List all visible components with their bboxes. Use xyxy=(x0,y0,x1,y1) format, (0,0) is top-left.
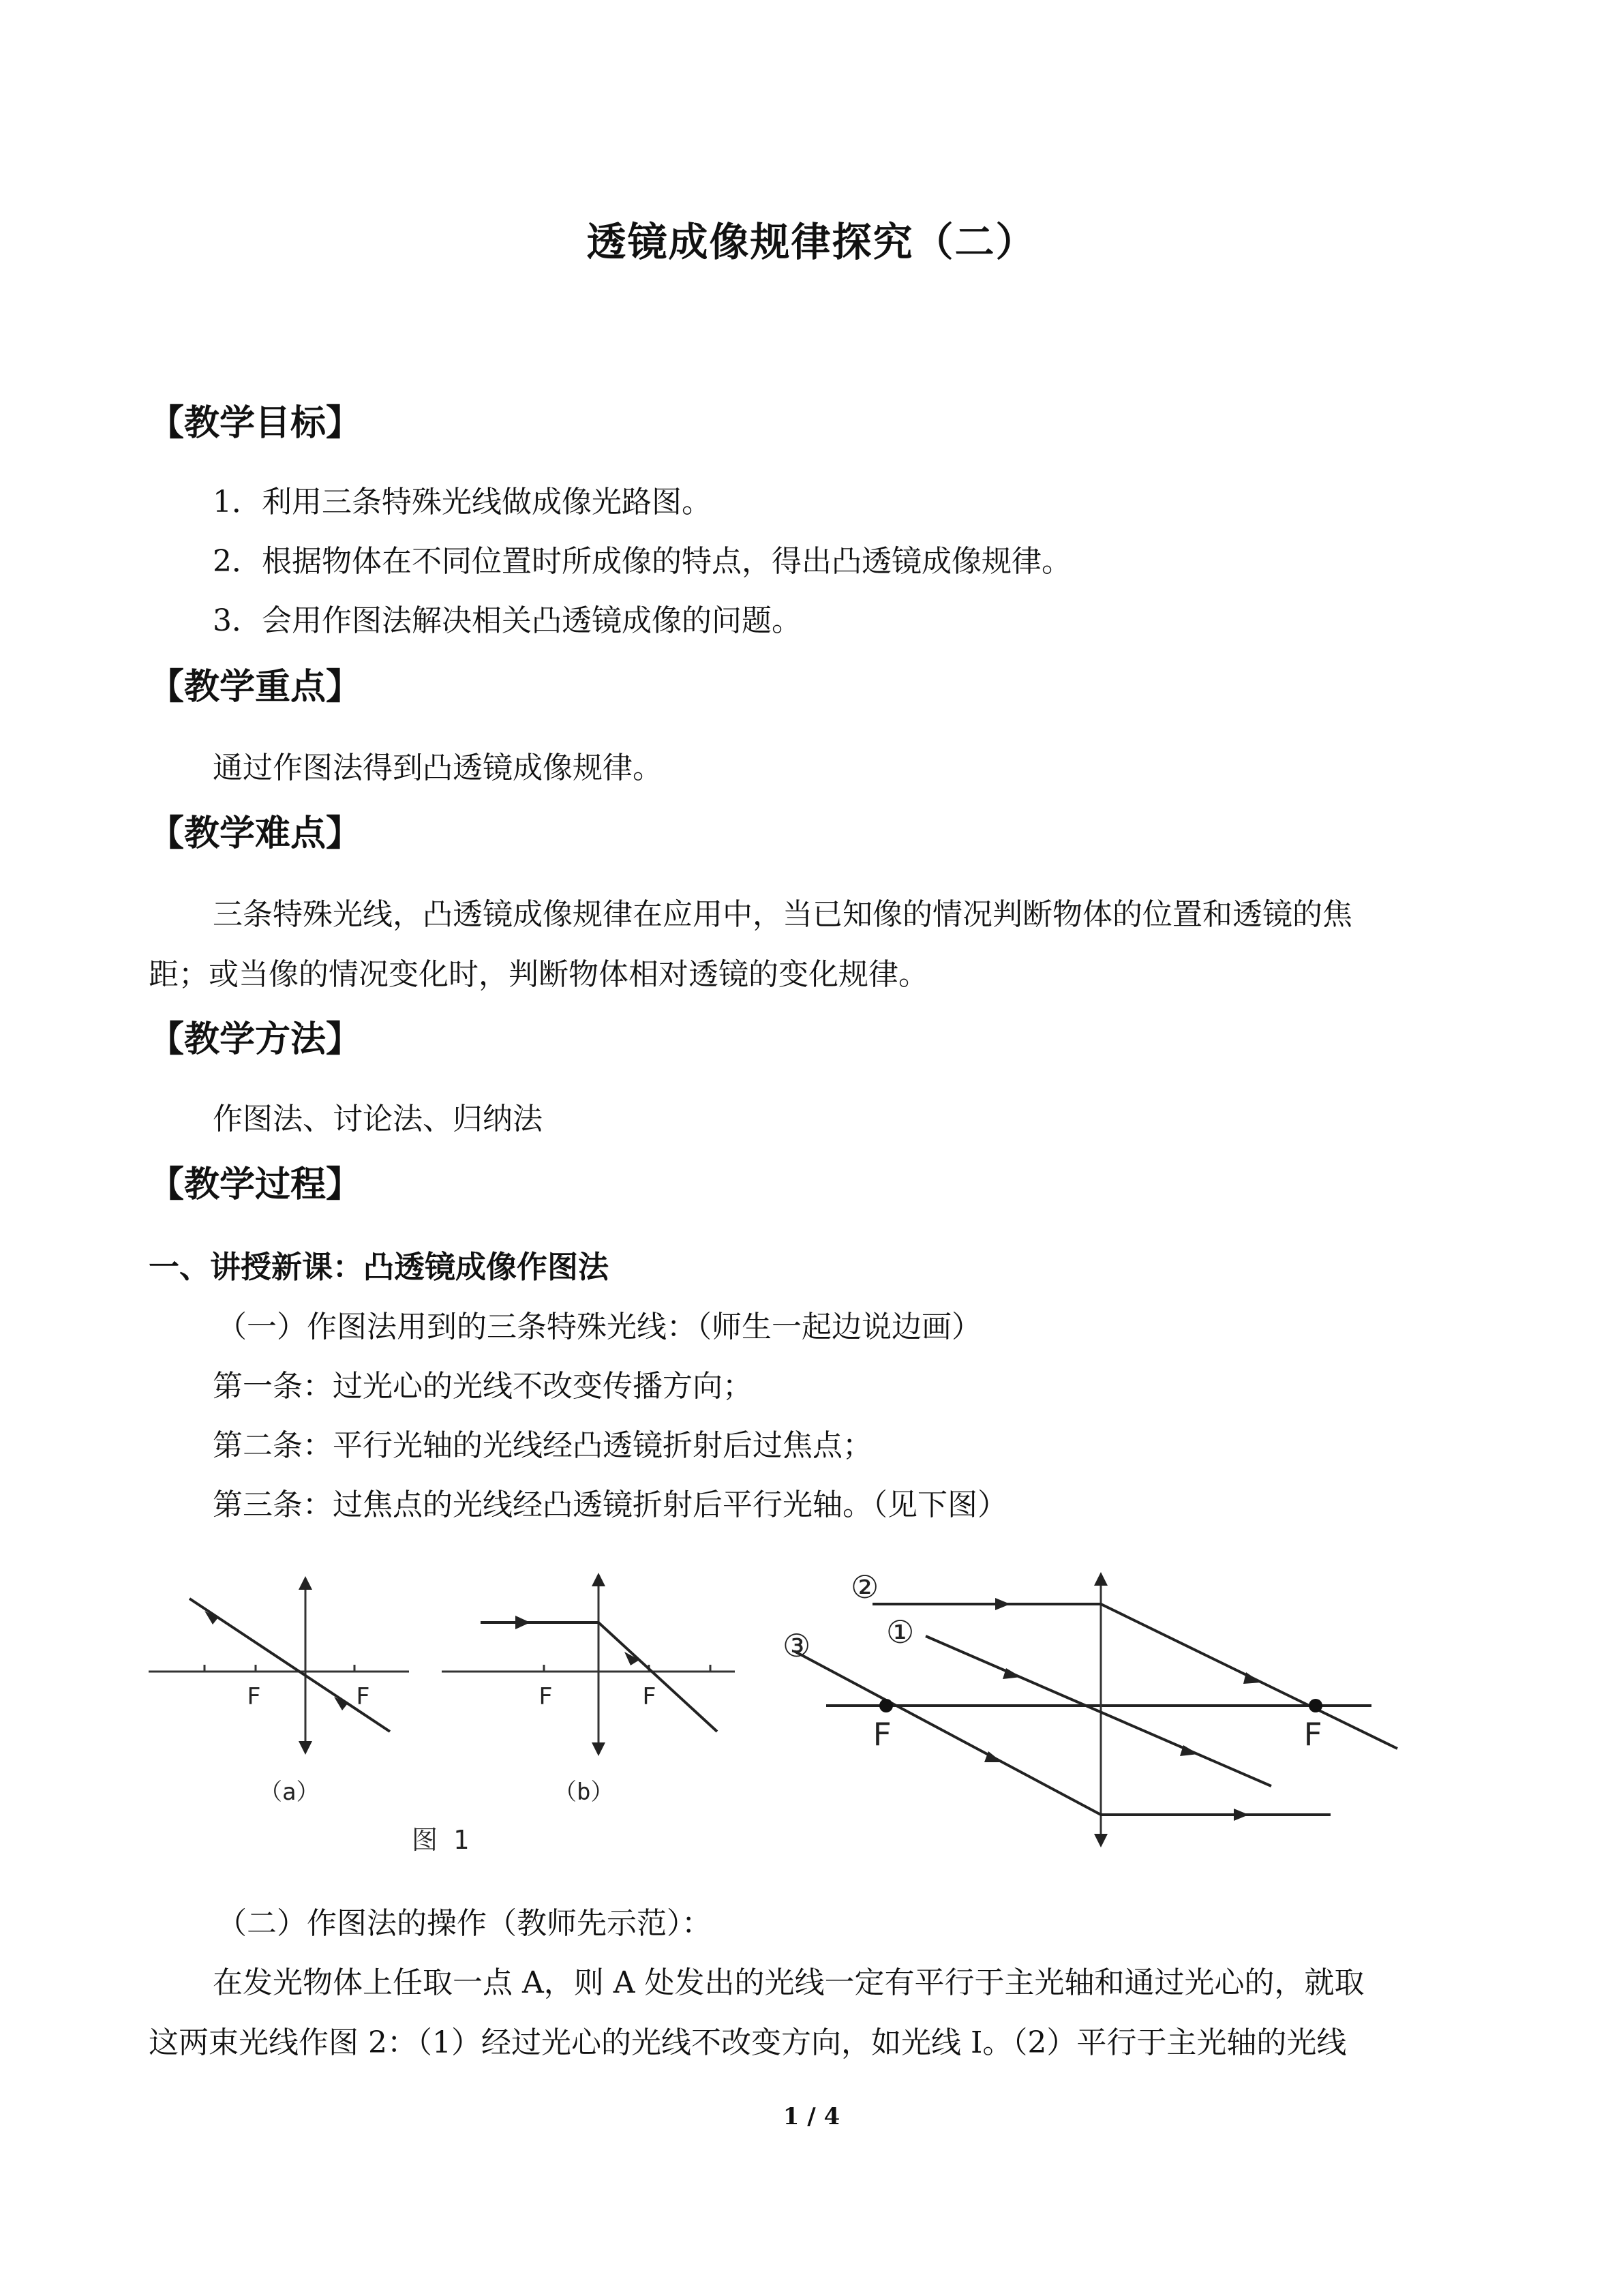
ray-rule-2: 第二条：平行光轴的光线经凸透镜折射后过焦点； xyxy=(213,1428,873,1463)
ray-through-center xyxy=(189,1599,390,1732)
process-sub1: （一）作图法用到的三条特殊光线：（师生一起边说边画） xyxy=(217,1310,982,1344)
sub-caption-b: （b） xyxy=(553,1779,614,1806)
page-number: 1 / 4 xyxy=(783,2103,840,2130)
focus-label: F xyxy=(642,1683,656,1710)
key-points-heading: 【教学重点】 xyxy=(149,666,362,708)
key-points-text: 通过作图法得到凸透镜成像规律。 xyxy=(213,751,663,785)
focus-label: F xyxy=(247,1683,261,1710)
ray-1-label: ① xyxy=(886,1614,915,1650)
focus-label: F xyxy=(356,1683,370,1710)
procedure-line-2: 这两束光线作图 2：（1）经过光心的光线不改变方向，如光线 I。（2）平行于主光轴的光线 xyxy=(149,2025,1347,2060)
ray-rule-1: 第一条：过光心的光线不改变传播方向； xyxy=(213,1369,753,1404)
focus-label: F xyxy=(539,1683,553,1710)
process-heading: 【教学过程】 xyxy=(149,1164,362,1205)
ray-1 xyxy=(926,1636,1271,1786)
process-sub2: （二）作图法的操作（教师先示范）： xyxy=(217,1906,712,1941)
diagram-b xyxy=(442,1573,735,1806)
goals-heading: 【教学目标】 xyxy=(149,402,362,444)
ray-rule-3: 第三条：过焦点的光线经凸透镜折射后平行光轴。（见下图） xyxy=(213,1487,1007,1522)
goal-item-2: 2．根据物体在不同位置时所成像的特点，得出凸透镜成像规律。 xyxy=(213,544,1072,579)
focal-point xyxy=(1309,1699,1322,1712)
methods-text: 作图法、讨论法、归纳法 xyxy=(213,1102,543,1136)
focal-point xyxy=(879,1699,893,1712)
difficulties-line-1: 三条特殊光线，凸透镜成像规律在应用中，当已知像的情况判断物体的位置和透镜的焦 xyxy=(213,897,1352,932)
focus-label: F xyxy=(873,1716,892,1753)
goal-item-1: 1．利用三条特殊光线做成像光路图。 xyxy=(213,485,712,519)
goal-item-3: 3．会用作图法解决相关凸透镜成像的问题。 xyxy=(213,603,802,638)
methods-heading: 【教学方法】 xyxy=(149,1018,362,1060)
difficulties-heading: 【教学难点】 xyxy=(149,813,362,854)
process-part1-title: 一、讲授新课：凸透镜成像作图法 xyxy=(149,1249,609,1285)
figure-1 xyxy=(136,1541,1431,1868)
diagram-three-rays xyxy=(783,1569,1397,1847)
diagram-a xyxy=(149,1576,409,1806)
page-title: 透镜成像规律探究（二） xyxy=(586,219,1037,265)
sub-caption-a: （a） xyxy=(259,1779,320,1806)
procedure-line-1: 在发光物体上任取一点 A，则 A 处发出的光线一定有平行于主光轴和通过光心的，就取 xyxy=(213,1965,1365,2000)
ray-2-label: ② xyxy=(851,1569,879,1605)
focus-label: F xyxy=(1303,1716,1322,1753)
difficulties-line-2: 距；或当像的情况变化时，判断物体相对透镜的变化规律。 xyxy=(149,957,928,992)
figure-caption: 图 1 xyxy=(412,1825,469,1855)
ray-3-label: ③ xyxy=(783,1627,811,1664)
